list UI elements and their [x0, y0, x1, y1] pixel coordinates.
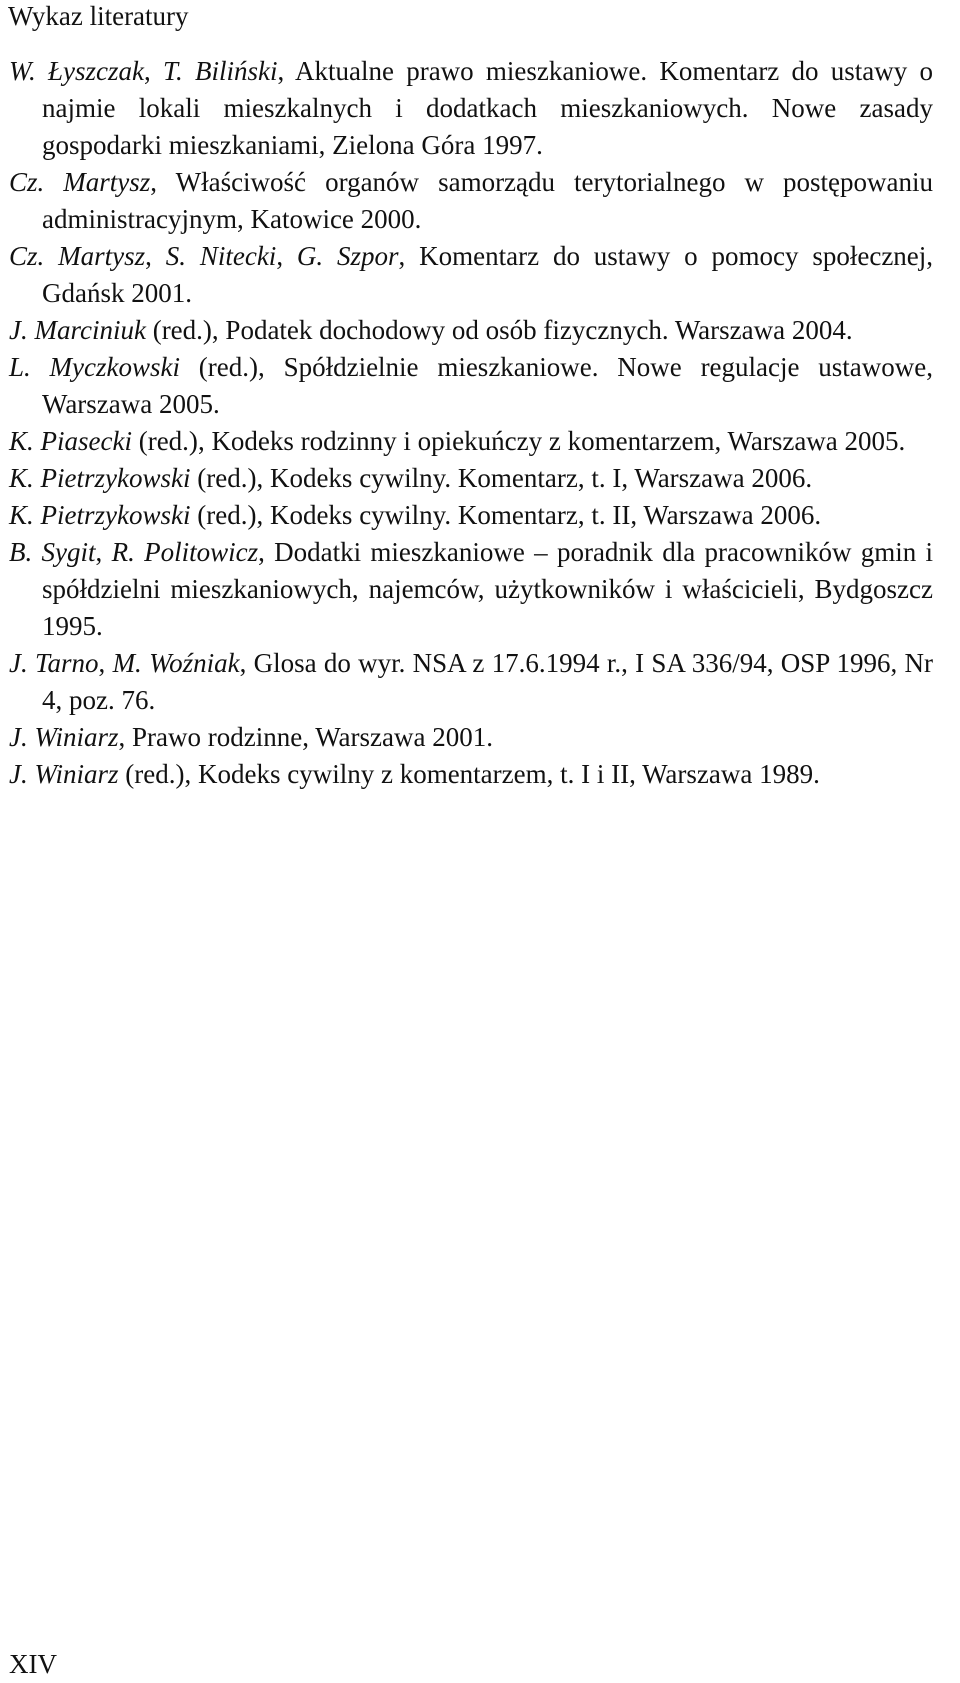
entry-authors — [9, 759, 119, 789]
author-name: K. Pietrzykowski — [9, 500, 191, 530]
entry-title: Kodeks cywilny. Komentarz, t. II, Warszawa 2006. — [269, 500, 822, 530]
entry-authors — [9, 463, 190, 493]
author-name: K. Pietrzykowski — [9, 463, 191, 493]
author-name: J. Tarno — [9, 648, 99, 678]
author-name: M. Woźniak — [112, 648, 240, 678]
entry-title: Aktualne prawo mieszkaniowe. Komentarz do ustawy o najmie lokali mieszkalnych i dodatkach mieszkaniowych. Nowe zasady gospodarki mieszkaniami, Zielona Góra 1997. — [42, 56, 933, 160]
page-number: XIV — [9, 1649, 57, 1679]
author-name: L. Myczkowski — [9, 352, 181, 382]
author-name: Cz. Martysz — [9, 241, 146, 271]
author-name: W. Łyszczak — [9, 56, 144, 86]
entry-authors: B. Sygit, R. Politowicz — [9, 537, 259, 567]
bibliography-entry: J. Winiarz, Prawo rodzinne, Warszawa 2001. — [9, 722, 493, 752]
author-name: J. Winiarz — [9, 722, 119, 752]
editor-marker: (red.) — [145, 315, 212, 345]
editor-marker: (red.) — [180, 352, 259, 382]
author-name: Cz. Martysz — [9, 167, 151, 197]
editor-marker: (red.) — [190, 500, 257, 530]
editor-marker: (red.) — [190, 463, 257, 493]
entry-authors — [9, 167, 150, 197]
entry-authors — [9, 426, 132, 456]
bibliography-entry: J. Winiarz (red.), Kodeks cywilny z komentarzem, t. I i II, Warszawa 1989. — [9, 759, 820, 789]
bibliography-entry: J. Tarno, M. Woźniak, Glosa do wyr. NSA z 17.6.1994 r., I SA 336/94, OSP 1996, Nr 4, poz. 76. — [9, 648, 934, 715]
entry-authors: J. Tarno, M. Woźniak — [9, 648, 240, 678]
bibliography-entry: J. Marciniuk (red.), Podatek dochodowy od osób fizycznych. Warszawa 2004. — [9, 315, 853, 345]
entry-authors — [9, 722, 119, 752]
entry-authors — [9, 315, 146, 345]
author-name: S. Nitecki — [165, 241, 277, 271]
entry-title: Dodatki mieszkaniowe – poradnik dla pracowników gmin i spółdzielni mieszkaniowych, najemców, użytkowników i właścicieli, Bydgoszcz 1995. — [42, 537, 934, 641]
entry-title: Spółdzielnie mieszkaniowe. Nowe regulacje ustawowe, Warszawa 2005. — [42, 352, 934, 419]
entry-title: Właściwość organów samorządu terytorialnego w postępowaniu administracyjnym, Katowice 2000. — [42, 167, 934, 234]
author-name: G. Szpor — [296, 241, 399, 271]
bibliography-entry: K. Pietrzykowski (red.), Kodeks cywilny. Komentarz, t. II, Warszawa 2006. — [9, 500, 822, 530]
bibliography-entry: Cz. Martysz, S. Nitecki, G. Szpor, Komentarz do ustawy o pomocy społecznej, Gdańsk 2001. — [9, 241, 934, 308]
author-name: R. Politowicz — [111, 537, 259, 567]
entry-title: Komentarz do ustawy o pomocy społecznej, Gdańsk 2001. — [42, 241, 934, 308]
editor-marker: (red.) — [118, 759, 185, 789]
entry-title: Glosa do wyr. NSA z 17.6.1994 r., I SA 336/94, OSP 1996, Nr 4, poz. 76. — [42, 648, 934, 715]
entry-authors — [9, 352, 180, 382]
entry-authors: W. Łyszczak, T. Biliński — [9, 56, 278, 86]
bibliography-entry: B. Sygit, R. Politowicz, Dodatki mieszkaniowe – poradnik dla pracowników gmin i spółdzielni mieszkaniowych, najemców, użytkowników i właścicieli, Bydgoszcz 1995. — [9, 537, 934, 641]
bibliography-entry: K. Pietrzykowski (red.), Kodeks cywilny. Komentarz, t. I, Warszawa 2006. — [9, 463, 813, 493]
entry-title: Prawo rodzinne, Warszawa 2001. — [132, 722, 493, 752]
author-name: J. Winiarz — [9, 759, 119, 789]
editor-marker: (red.) — [131, 426, 198, 456]
entry-authors — [9, 500, 190, 530]
author-name: J. Marciniuk — [9, 315, 146, 345]
bibliography-entry: Cz. Martysz, Właściwość organów samorządu terytorialnego w postępowaniu administracyjnym, Katowice 2000. — [9, 167, 934, 234]
page-header-title: Wykaz literatury — [8, 1, 189, 31]
entry-title: Podatek dochodowy od osób fizycznych. Warszawa 2004. — [225, 315, 853, 345]
entry-title: Kodeks rodzinny i opiekuńczy z komentarzem, Warszawa 2005. — [211, 426, 906, 456]
bibliography-entry: W. Łyszczak, T. Biliński, Aktualne prawo mieszkaniowe. Komentarz do ustawy o najmie lokali mieszkalnych i dodatkach mieszkaniowych. Nowe zasady gospodarki mieszkaniami, Zielona Góra 1997. — [9, 56, 933, 160]
entry-authors: Cz. Martysz, S. Nitecki, G. Szpor — [9, 241, 399, 271]
author-name: B. Sygit — [9, 537, 96, 567]
bibliography-entry: K. Piasecki (red.), Kodeks rodzinny i opiekuńczy z komentarzem, Warszawa 2005. — [9, 426, 906, 456]
bibliography-list — [9, 53, 933, 793]
bibliography-entry: L. Myczkowski (red.), Spółdzielnie mieszkaniowe. Nowe regulacje ustawowe, Warszawa 2005. — [9, 352, 934, 419]
author-name: K. Piasecki — [9, 426, 132, 456]
entry-title: Kodeks cywilny. Komentarz, t. I, Warszawa 2006. — [269, 463, 813, 493]
author-name: T. Biliński — [163, 56, 278, 86]
entry-title: Kodeks cywilny z komentarzem, t. I i II, Warszawa 1989. — [197, 759, 820, 789]
